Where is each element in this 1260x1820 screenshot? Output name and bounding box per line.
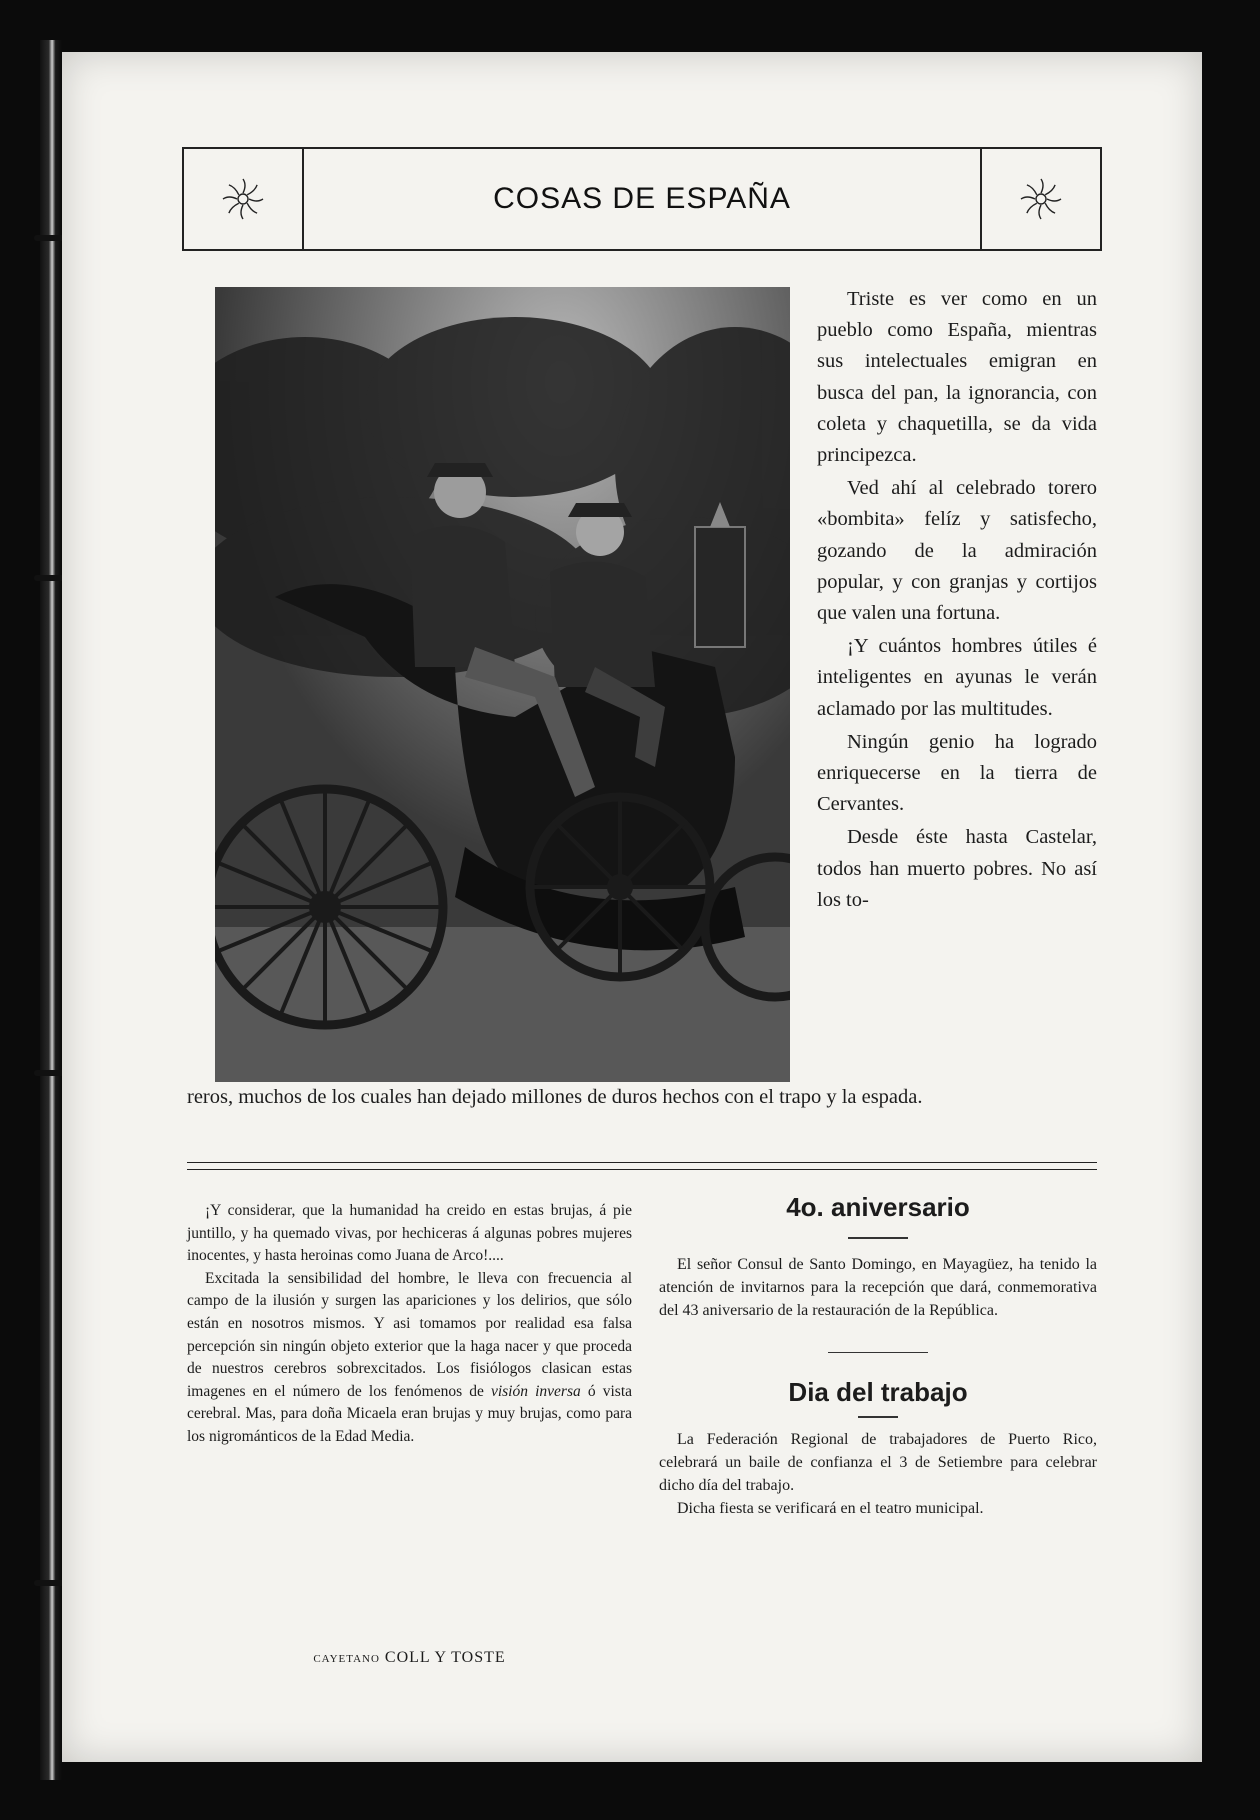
title-rule — [848, 1237, 908, 1239]
brujas-paragraph: ¡Y considerar, que la humanidad ha creido en estas brujas, á pie juntillo, y ha quemado vivas, por hechiceras á algunas pobres mujeres inocentes, y hasta heroinas como Juana de Arco!.... — [187, 1202, 632, 1265]
section-divider — [187, 1162, 1097, 1170]
section-rule — [828, 1352, 928, 1354]
brujas-italic-term: visión inversa — [490, 1382, 581, 1400]
magazine-page — [62, 52, 1202, 1762]
brujas-article — [187, 1200, 632, 1449]
author-signature — [187, 1649, 632, 1667]
page-header — [182, 147, 1102, 251]
article-tail: reros, muchos de los cuales han dejado millones de duros hechos con el trapo y la espada. — [187, 1086, 923, 1108]
trabajo-paragraph: Dicha fiesta se verificará en el teatro municipal. — [677, 1499, 984, 1517]
trabajo-paragraph: La Federación Regional de trabajadores de Puerto Rico, celebrará un baile de confianza el 3 de Setiembre para celebrar dicho día del trabajo. — [659, 1430, 1097, 1494]
article-paragraph: Ningún genio ha logrado enriquecerse en la tierra de Cervantes. — [817, 730, 1097, 816]
carriage-photo — [215, 287, 790, 1082]
article-paragraph: Triste es ver como en un pueblo como España, mientras sus intelectuales emigran en busca del pan, la ignorancia, con coleta y chaquetilla, se da vida principezca. — [817, 288, 1097, 467]
brujas-text: Excitada la sensibilidad del hombre, le lleva con frecuencia al campo de la ilusión y surgen las apariciones y los delirios, que sólo están en nosotros mismos. Y asi tomamos por realidad esa falsa percepción sin ningún objeto exterior que la haga nacer y que proceda de nuestros cerebros sobrexcitados. Los fisiólogos clasican estas imagenes en el número de los fenómenos de — [187, 1269, 632, 1400]
article-paragraph: ¡Y cuántos hombres útiles é inteligentes en ayunas le verán aclamado por las multitudes. — [817, 635, 1097, 720]
page-title: COSAS DE ESPAÑA — [493, 182, 791, 215]
author-last-name: COLL Y TOSTE — [384, 1649, 506, 1666]
author-first-name: CAYETANO — [313, 1653, 380, 1665]
dia-del-trabajo-title: Dia del trabajo — [788, 1377, 968, 1407]
flower-ornament-icon — [182, 149, 304, 249]
article-right-column — [817, 284, 1097, 918]
aniversario-title: 4o. aniversario — [786, 1192, 970, 1222]
article-paragraph: Desde éste hasta Castelar, todos han muerto pobres. No así los to- — [817, 826, 1097, 911]
news-column — [659, 1192, 1097, 1520]
book-spine — [40, 40, 62, 1780]
brujas-text: ó vista cerebral. Mas, para doña Micaela eran brujas y muy brujas, como para los nigrománticos de la Edad Media. — [187, 1382, 633, 1445]
brujas-paragraph — [187, 1268, 632, 1449]
article-paragraph: Ved ahí al celebrado torero «bombita» felíz y satisfecho, gozando de la admiración popular, y con granjas y cortijos que valen una fortuna. — [817, 477, 1097, 625]
title-rule — [858, 1416, 898, 1418]
aniversario-text: El señor Consul de Santo Domingo, en Mayagüez, ha tenido la atención de invitarnos para la recepción que dará, conmemorativa del 43 aniversario de la restauración de la República. — [659, 1255, 1097, 1319]
flower-ornament-icon — [980, 149, 1102, 249]
